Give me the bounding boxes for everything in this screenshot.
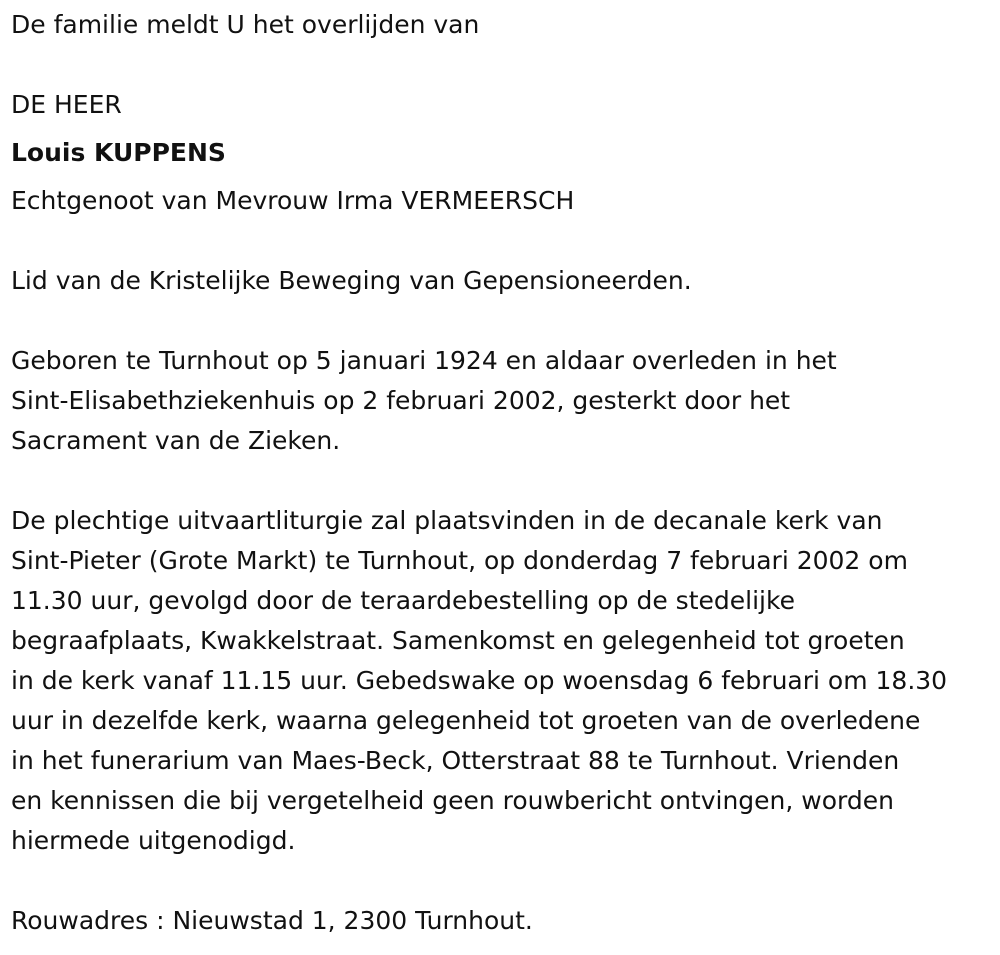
paragraph-line: 11.30 uur, gevolgd door de teraardebestelling op de stedelijke: [11, 586, 795, 615]
spouse-line: Echtgenoot van Mevrouw Irma VERMEERSCH: [11, 186, 575, 215]
membership-line: Lid van de Kristelijke Beweging van Gepensioneerden.: [11, 266, 692, 295]
deceased-name: Louis KUPPENS: [11, 138, 226, 167]
paragraph-line: Geboren te Turnhout op 5 januari 1924 en aldaar overleden in het: [11, 346, 837, 375]
paragraph-line: in de kerk vanaf 11.15 uur. Gebedswake op woensdag 6 februari om 18.30: [11, 666, 948, 695]
paragraph-line: De plechtige uitvaartliturgie zal plaatsvinden in de decanale kerk van: [11, 506, 883, 535]
paragraph-line: Sacrament van de Zieken.: [11, 426, 341, 455]
paragraph-line: en kennissen die bij vergetelheid geen rouwbericht ontvingen, worden: [11, 786, 894, 815]
paragraph-line: Sint-Elisabethziekenhuis op 2 februari 2002, gesterkt door het: [11, 386, 791, 415]
paragraph-line: uur in dezelfde kerk, waarna gelegenheid tot groeten van de overledene: [11, 706, 921, 735]
paragraph-line: in het funerarium van Maes-Beck, Otterstraat 88 te Turnhout. Vrienden: [11, 746, 900, 775]
paragraph-line: begraafplaats, Kwakkelstraat. Samenkomst en gelegenheid tot groeten: [11, 626, 905, 655]
paragraph-line: Sint-Pieter (Grote Markt) te Turnhout, op donderdag 7 februari 2002 om: [11, 546, 908, 575]
intro-line: De familie meldt U het overlijden van: [11, 10, 480, 39]
paragraph-line: hiermede uitgenodigd.: [11, 826, 296, 855]
title-line: DE HEER: [11, 90, 122, 119]
mourning-address: Rouwadres : Nieuwstad 1, 2300 Turnhout.: [11, 906, 533, 935]
